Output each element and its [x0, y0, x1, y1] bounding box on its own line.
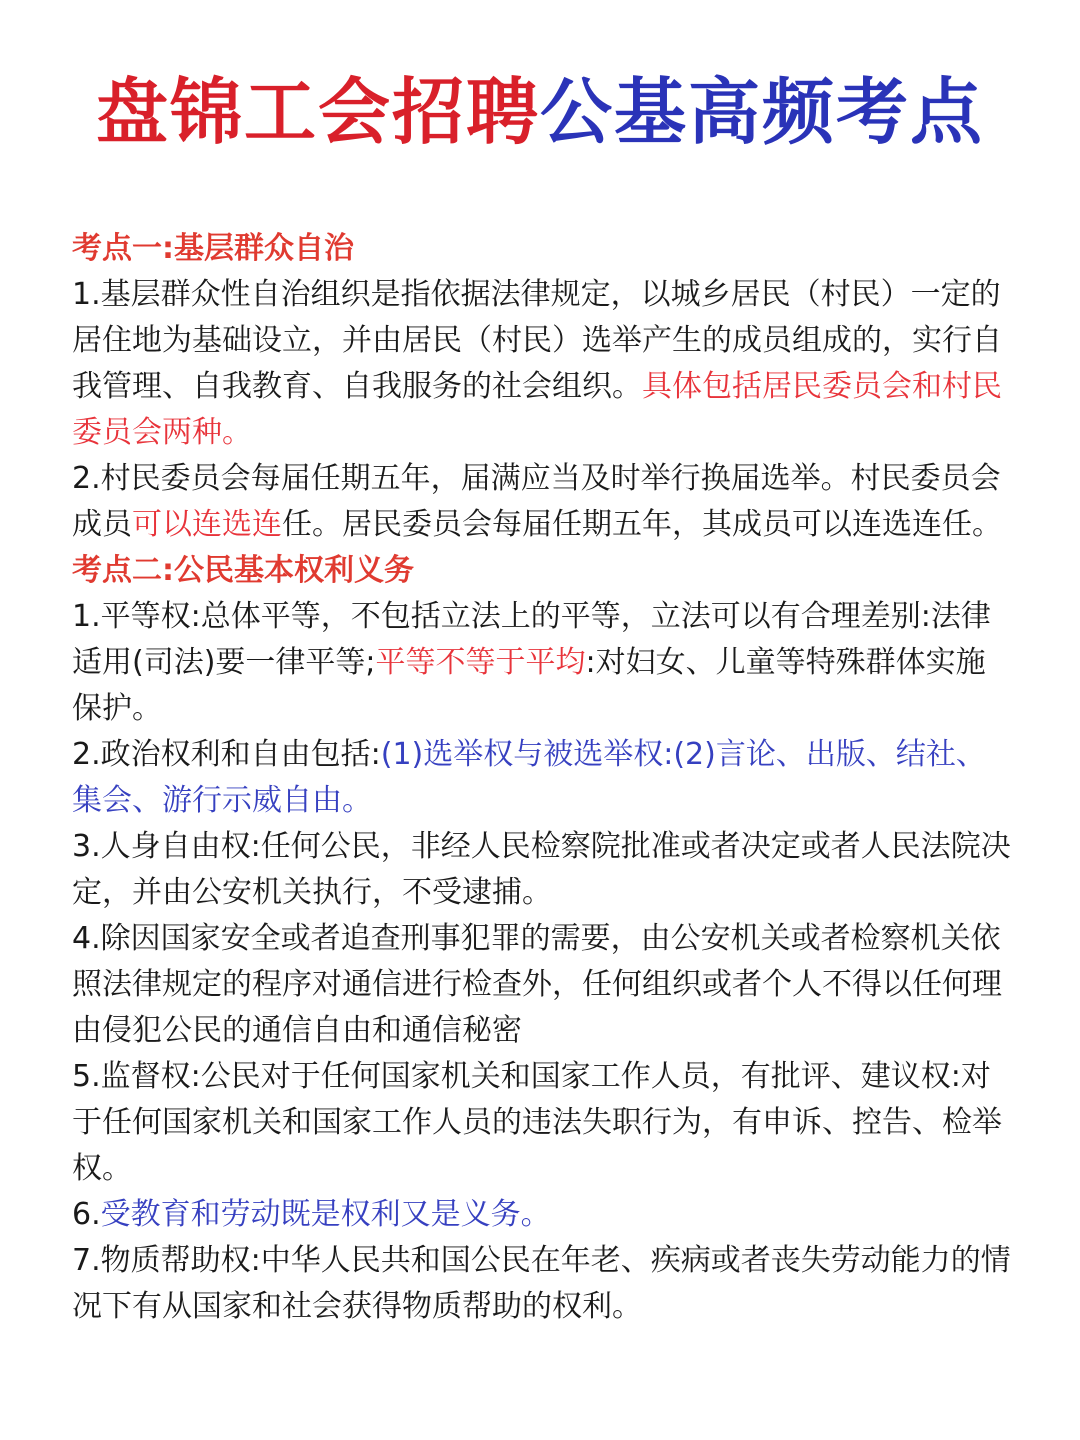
red-highlight: 具体包括居民委员会和村民委员会两种。 [72, 369, 1002, 450]
point-2-5 [72, 1054, 1012, 1192]
point-2-3 [72, 824, 1012, 916]
red-highlight: 平等不等于平均 [375, 645, 586, 680]
point-text: 7.物质帮助权:中华人民共和国公民在年老、疾病或者丧失劳动能力的情况下有从国家和社会获得物质帮助的权利。 [72, 1243, 1011, 1324]
point-2-1 [72, 594, 1012, 732]
point-2-7 [72, 1238, 1012, 1330]
section-heading-2: 考点二:公民基本权利义务 [72, 553, 414, 588]
point-1-1 [72, 272, 1012, 456]
blue-highlight: 受教育和劳动既是权利又是义务。 [100, 1197, 551, 1232]
point-text: 2.村民委员会每届任期五年，届满应当及时举行换届选举。村民委员会成员 [72, 461, 1001, 542]
point-text: 1.基层群众性自治组织是指依据法律规定，以城乡居民（村民）一定的居住地为基础设立，并由居民（村民）选举产生的成员组成的，实行自我管理、自我教育、自我服务的社会组织。 [72, 277, 1002, 404]
red-highlight: 可以连选连 [132, 507, 282, 542]
point-2-6 [72, 1192, 1012, 1238]
point-text-cont: :对妇女、儿童等特殊群体实施保护。 [72, 645, 986, 726]
point-text: 2.政治权利和自由包括: [72, 737, 381, 772]
point-text-cont: 任。居民委员会每届任期五年，其成员可以连选连任。 [282, 507, 1002, 542]
blue-highlight: (1)选举权与被选举权:(2)言论、出版、结社、集会、游行示威自由。 [72, 737, 986, 818]
title-red-part: 盘锦工会招聘 [95, 69, 540, 154]
title-blue-part: 公基高频考点 [540, 69, 985, 154]
point-text: 4.除因国家安全或者追查刑事犯罪的需要，由公安机关或者检察机关依照法律规定的程序对通信进行检查外，任何组织或者个人不得以任何理由侵犯公民的通信自由和通信秘密 [72, 921, 1002, 1048]
point-text: 6. [72, 1197, 101, 1232]
point-1-2 [72, 456, 1012, 548]
point-2-4 [72, 916, 1012, 1054]
point-text: 1.平等权:总体平等，不包括立法上的平等，立法可以有合理差别:法律适用(司法)要一律平等; [72, 599, 991, 680]
point-2-2 [72, 732, 1012, 824]
point-text: 3.人身自由权:任何公民，非经人民检察院批准或者决定或者人民法院决定，并由公安机关执行，不受逮捕。 [72, 829, 1011, 910]
section-heading-1: 考点一:基层群众自治 [72, 231, 354, 266]
content-body [72, 226, 1012, 1330]
point-text: 5.监督权:公民对于任何国家机关和国家工作人员，有批评、建议权:对于任何国家机关和国家工作人员的违法失职行为，有申诉、控告、检举权。 [72, 1059, 1002, 1186]
page-title [0, 62, 1080, 162]
